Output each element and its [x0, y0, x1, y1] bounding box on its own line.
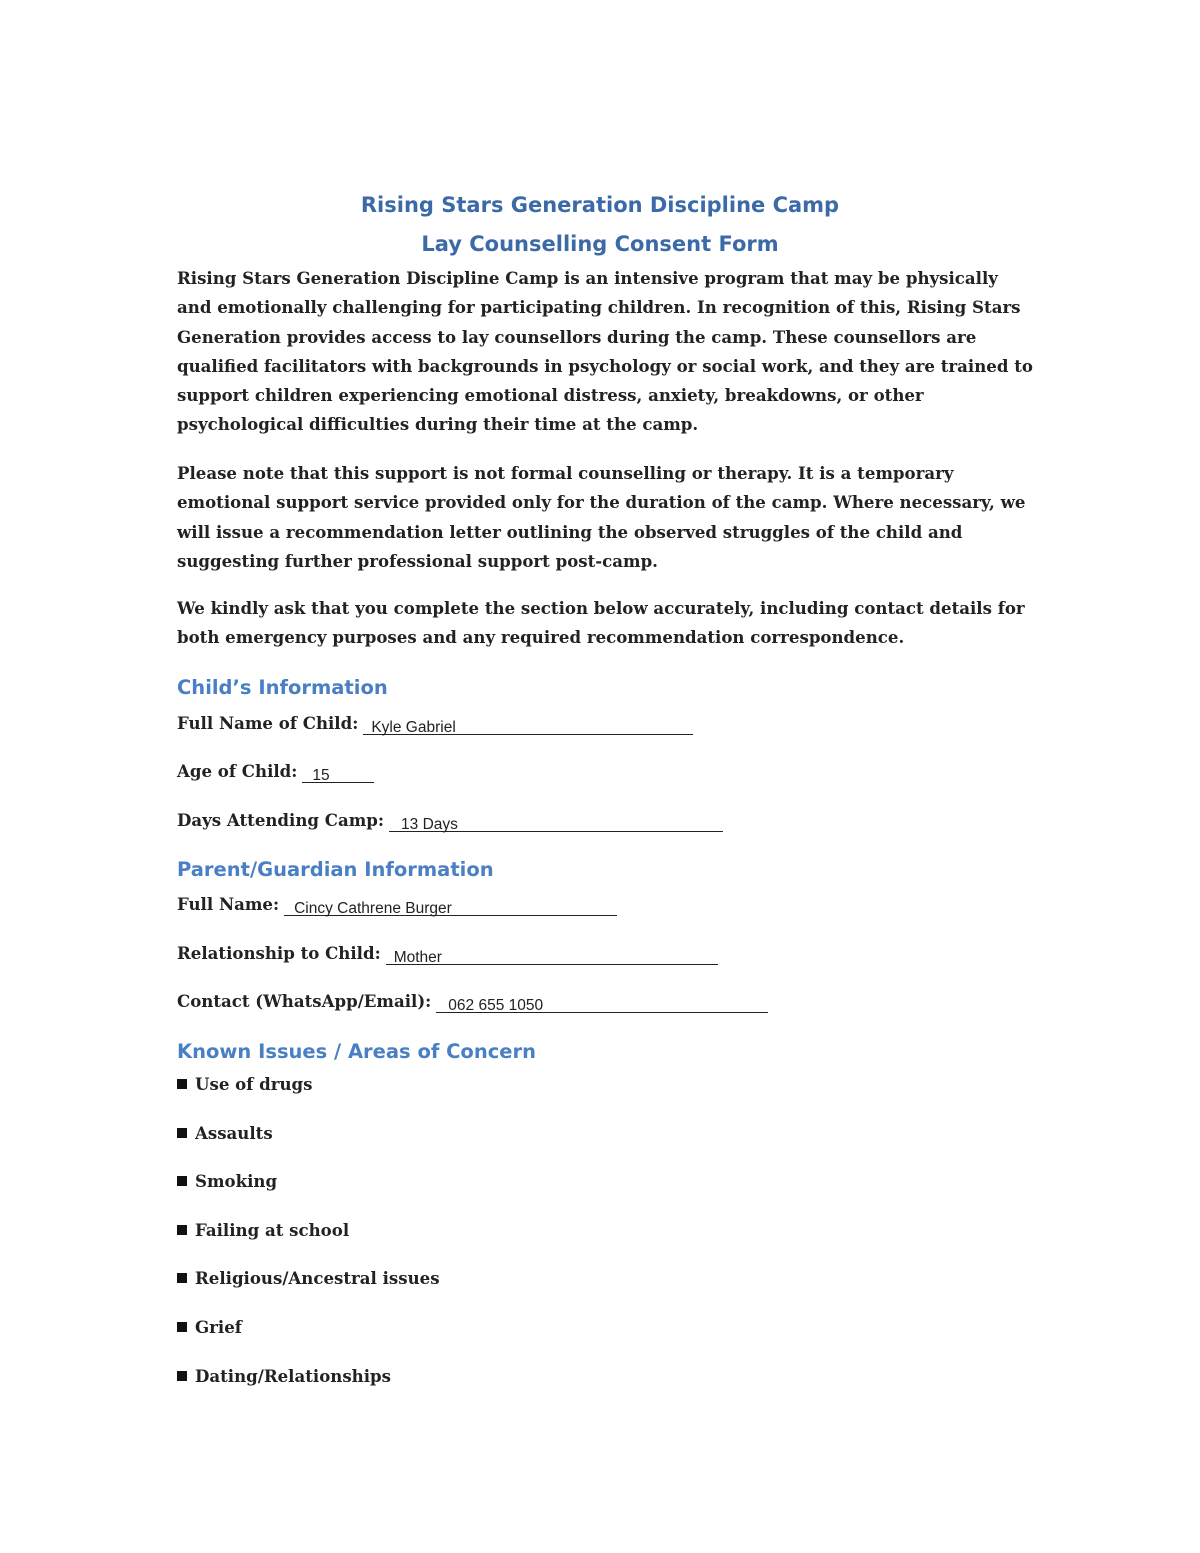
- concern-item: [177, 1123, 273, 1143]
- child-full-name-field: [177, 710, 693, 738]
- bullet-square-icon: [177, 1176, 187, 1186]
- concern-item: [177, 1074, 313, 1094]
- contact-field: [177, 988, 768, 1016]
- form-subtitle: Lay Counselling Consent Form: [421, 232, 779, 256]
- child-age-field: [177, 758, 374, 786]
- intro-paragraph-1: Rising Stars Generation Discipline Camp is an intensive program that may be physically and emotionally challenging for participating children. In recognition of this, Rising Stars Generation provides access to lay counsellors during the camp. These counsellors are qualified facilitators with backgrounds in psychology or social work, and they are trained to support children experiencing emotional distress, anxiety, breakdowns, or other psychological difficulties during their time at the camp.: [177, 268, 1033, 435]
- days-attending-field: [177, 807, 723, 835]
- contact-line[interactable]: [436, 988, 768, 1013]
- guardian-full-name-label: Full Name:: [177, 894, 280, 914]
- guardian-full-name-line[interactable]: [284, 891, 617, 916]
- child-full-name-line[interactable]: [363, 710, 693, 735]
- guardian-full-name-value: Cincy Cathrene Burger: [294, 900, 452, 917]
- concern-label: Dating/Relationships: [195, 1366, 391, 1386]
- child-full-name-value: Kyle Gabriel: [371, 719, 456, 736]
- guardian-full-name-field: [177, 891, 617, 919]
- days-attending-line[interactable]: [389, 807, 723, 832]
- intro-paragraph-3: We kindly ask that you complete the section below accurately, including contact details for both emergency purposes and any required recommendation correspondence.: [177, 598, 1025, 648]
- contact-label: Contact (WhatsApp/Email):: [177, 991, 432, 1011]
- intro-paragraph-2: Please note that this support is not formal counselling or therapy. It is a temporary emotional support service provided only for the duration of the camp. Where necessary, we will issue a recommendation letter outlining the observed struggles of the child and suggesting further professional support post-camp.: [177, 463, 1026, 571]
- bullet-square-icon: [177, 1128, 187, 1138]
- bullet-square-icon: [177, 1225, 187, 1235]
- concern-item: [177, 1171, 277, 1191]
- relationship-value: Mother: [393, 949, 442, 966]
- contact-value: 062 655 1050: [448, 997, 544, 1014]
- concern-label: Religious/Ancestral issues: [195, 1268, 440, 1288]
- concern-item: [177, 1366, 391, 1386]
- child-full-name-label: Full Name of Child:: [177, 713, 359, 733]
- days-attending-value: 13 Days: [401, 816, 458, 833]
- concerns-heading: Known Issues / Areas of Concern: [177, 1040, 536, 1063]
- child-age-label: Age of Child:: [177, 761, 298, 781]
- concern-label: Assaults: [195, 1123, 273, 1143]
- child-age-line[interactable]: [302, 758, 374, 783]
- bullet-square-icon: [177, 1273, 187, 1283]
- concern-label: Failing at school: [195, 1220, 350, 1240]
- concern-item: [177, 1220, 349, 1240]
- childs-information-heading: Child’s Information: [177, 676, 388, 699]
- days-attending-label: Days Attending Camp:: [177, 810, 385, 830]
- relationship-label: Relationship to Child:: [177, 943, 381, 963]
- concern-label: Use of drugs: [195, 1074, 313, 1094]
- concern-label: Grief: [195, 1317, 242, 1337]
- form-title: Rising Stars Generation Discipline Camp: [360, 193, 840, 217]
- bullet-square-icon: [177, 1371, 187, 1381]
- bullet-square-icon: [177, 1322, 187, 1332]
- guardian-information-heading: Parent/Guardian Information: [177, 858, 494, 881]
- bullet-square-icon: [177, 1079, 187, 1089]
- concern-item: [177, 1268, 440, 1288]
- relationship-field: [177, 940, 718, 968]
- concern-item: [177, 1317, 242, 1337]
- child-age-value: 15: [312, 767, 330, 784]
- concern-label: Smoking: [195, 1171, 278, 1191]
- relationship-line[interactable]: [386, 940, 718, 965]
